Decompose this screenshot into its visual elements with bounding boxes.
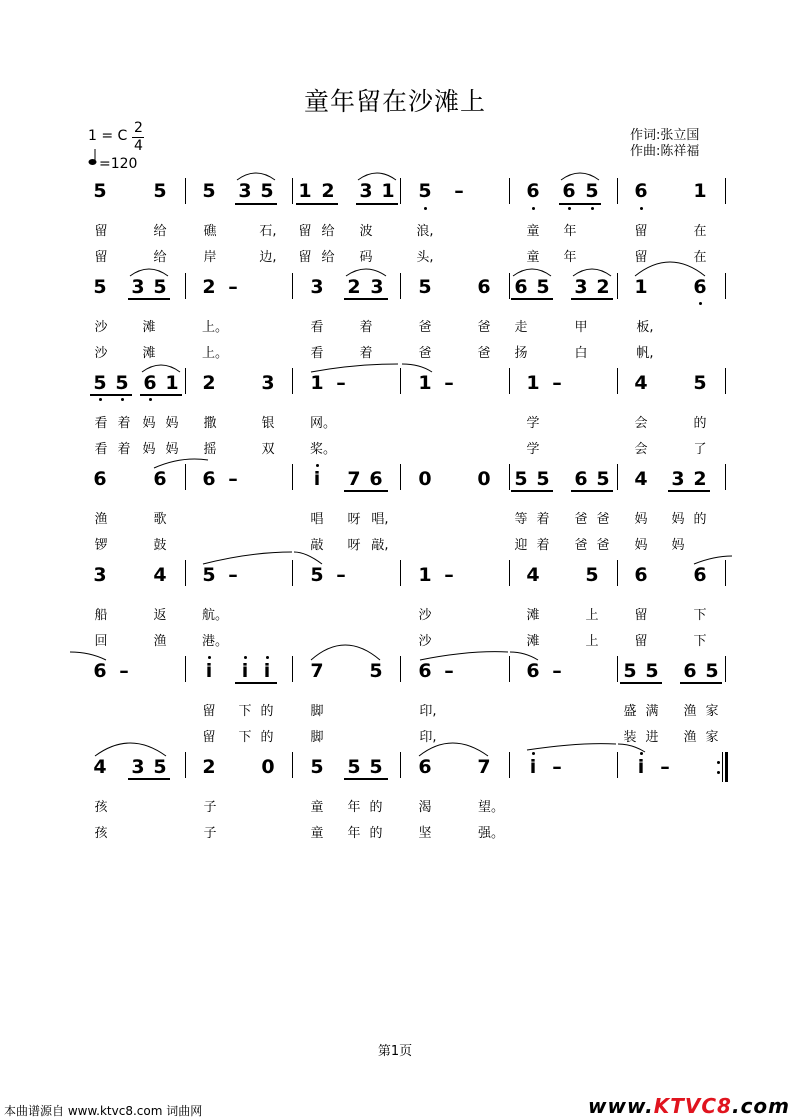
lyric: 孩 <box>94 800 108 815</box>
lyric: 着 <box>359 346 373 361</box>
lyric: 留 <box>94 224 108 239</box>
lyric: 礁 <box>203 224 217 239</box>
note: 1 <box>526 372 540 394</box>
lyric: 进 <box>645 730 659 745</box>
tempo-marking: =120 <box>99 156 138 172</box>
note: 3 <box>131 756 145 778</box>
lyric: 给 <box>321 224 335 239</box>
note: 0 <box>418 468 432 490</box>
note: 6 <box>418 660 432 682</box>
note: 6 <box>634 180 648 202</box>
note: 6 <box>93 660 107 682</box>
lyric: 的 <box>260 704 274 719</box>
lyric: 渔 <box>94 512 108 527</box>
lyric: 装 <box>623 730 637 745</box>
lyric: 撒 <box>203 416 217 431</box>
lyric: 童 <box>526 250 540 265</box>
note: 1 <box>693 180 707 202</box>
lyric: 渔 <box>683 730 697 745</box>
lyric: 看 <box>310 320 324 335</box>
lyric: 盛 <box>623 704 637 719</box>
lyric: 上。 <box>202 320 229 335</box>
lyric: 滩 <box>142 346 156 361</box>
dash: – <box>228 468 238 490</box>
slur <box>561 173 599 180</box>
note: 0 <box>261 756 275 778</box>
lyric: 沙 <box>418 634 432 649</box>
note: 1 <box>310 372 324 394</box>
lyric: 着 <box>117 416 131 431</box>
key-signature: 1 = C <box>88 128 128 144</box>
lyric: 家 <box>705 704 719 719</box>
note: 4 <box>93 756 107 778</box>
lyric: 孩 <box>94 826 108 841</box>
slur <box>635 262 705 276</box>
note: 3 <box>359 180 373 202</box>
note: 3 <box>238 180 252 202</box>
lyric: 学 <box>526 442 540 457</box>
note: 5 <box>514 468 528 490</box>
note: 7 <box>477 756 491 778</box>
lyric: 妈 <box>142 442 156 457</box>
note: 6 <box>693 276 707 298</box>
note: 2 <box>202 372 216 394</box>
dash: – <box>228 564 238 586</box>
lyric: 看 <box>94 416 108 431</box>
lyric: 年 <box>563 224 577 239</box>
lyric: 在 <box>693 224 707 239</box>
note: 5 <box>585 180 599 202</box>
slur <box>95 743 166 756</box>
lyric: 妈 <box>165 442 179 457</box>
note: 5 <box>202 564 216 586</box>
slur <box>130 269 168 276</box>
note: 7 <box>347 468 361 490</box>
lyric: 渴 <box>418 800 432 815</box>
note: 6 <box>93 468 107 490</box>
lyric: 妈 <box>634 512 648 527</box>
lyric: 网。 <box>310 416 337 431</box>
lyric: 鼓 <box>153 538 167 553</box>
slur <box>573 269 611 276</box>
note: 5 <box>202 180 216 202</box>
lyric: 学 <box>526 416 540 431</box>
lyric: 年 <box>347 826 361 841</box>
lyric: 爸 <box>574 512 588 527</box>
lyric: 妈 <box>142 416 156 431</box>
note: 4 <box>634 372 648 394</box>
note: 2 <box>693 468 707 490</box>
note: 5 <box>418 180 432 202</box>
lyric: 返 <box>153 608 167 623</box>
tie <box>311 364 398 372</box>
tie <box>527 744 616 750</box>
lyric: 着 <box>359 320 373 335</box>
lyric: 印, <box>419 704 437 719</box>
note: 1 <box>634 276 648 298</box>
lyric: 沙 <box>94 346 108 361</box>
lyric: 扬 <box>514 346 528 361</box>
note: 3 <box>671 468 685 490</box>
lyric: 留 <box>634 608 648 623</box>
lyric: 上 <box>585 634 599 649</box>
note: 5 <box>93 372 107 394</box>
lyric: 年 <box>563 250 577 265</box>
note: 6 <box>202 468 216 490</box>
note: 5 <box>693 372 707 394</box>
time-signature-bottom: 4 <box>134 138 143 154</box>
lyric: 留 <box>94 250 108 265</box>
note: 6 <box>526 180 540 202</box>
note: 6 <box>526 660 540 682</box>
lyric: 迎 <box>514 538 528 553</box>
note: 5 <box>93 276 107 298</box>
lyric: 留 <box>634 634 648 649</box>
note: 5 <box>153 276 167 298</box>
lyric: 滩 <box>526 608 540 623</box>
slur <box>237 173 275 180</box>
dash: – <box>444 564 454 586</box>
slur <box>419 743 488 756</box>
lyric: 走 <box>514 320 528 335</box>
note: 6 <box>143 372 157 394</box>
lyric: 航。 <box>202 608 229 623</box>
tie <box>294 552 322 564</box>
lyric: 望。 <box>478 800 505 815</box>
note: i <box>529 756 537 778</box>
lyric: 呀 <box>347 538 361 553</box>
lyric: 白 <box>574 346 588 361</box>
dash: – <box>552 756 562 778</box>
lyric: 下 <box>693 634 707 649</box>
slur <box>311 645 380 660</box>
lyric: 锣 <box>94 538 108 553</box>
lyric: 印, <box>419 730 437 745</box>
note: 6 <box>418 756 432 778</box>
note: 3 <box>93 564 107 586</box>
lyric: 唱 <box>310 512 324 527</box>
lyric: 童 <box>310 826 324 841</box>
lyric: 留 <box>202 730 216 745</box>
note: 3 <box>574 276 588 298</box>
lyric: 爸 <box>477 346 491 361</box>
dash: – <box>552 660 562 682</box>
lyric: 唱, <box>371 512 389 527</box>
lyric: 爸 <box>596 512 610 527</box>
dash: – <box>444 372 454 394</box>
lyric: 爸 <box>418 346 432 361</box>
lyric: 呀 <box>347 512 361 527</box>
lyric: 年 <box>347 800 361 815</box>
lyric: 了 <box>693 442 707 457</box>
composer: 作曲:陈祥福 <box>630 144 700 159</box>
slur <box>513 269 551 276</box>
note: 2 <box>202 276 216 298</box>
note: 3 <box>310 276 324 298</box>
lyric: 石, <box>259 224 277 239</box>
lyric: 留 <box>202 704 216 719</box>
lyric: 沙 <box>94 320 108 335</box>
lyric: 的 <box>369 826 383 841</box>
lyric: 留 <box>634 250 648 265</box>
footer-brand-prefix: www. <box>588 1094 654 1118</box>
tie <box>70 652 106 660</box>
note: i <box>241 660 249 682</box>
slur <box>142 365 180 372</box>
dash: – <box>444 660 454 682</box>
lyric: 看 <box>94 442 108 457</box>
lyric: 的 <box>693 512 707 527</box>
note: 6 <box>634 564 648 586</box>
note: i <box>205 660 213 682</box>
lyric: 银 <box>261 416 275 431</box>
lyric: 着 <box>536 538 550 553</box>
lyric: 坚 <box>418 826 432 841</box>
note: 1 <box>418 564 432 586</box>
note: 3 <box>131 276 145 298</box>
note: i <box>313 468 321 490</box>
note: 5 <box>585 564 599 586</box>
note: 3 <box>261 372 275 394</box>
note: 5 <box>93 180 107 202</box>
note: 2 <box>596 276 610 298</box>
lyric: 爸 <box>574 538 588 553</box>
lyric: 渔 <box>153 634 167 649</box>
lyric: 的 <box>369 800 383 815</box>
note: 6 <box>562 180 576 202</box>
note: 5 <box>153 756 167 778</box>
lyric: 双 <box>261 442 275 457</box>
note: 1 <box>418 372 432 394</box>
lyric: 妈 <box>671 538 685 553</box>
lyric: 给 <box>153 224 167 239</box>
dash: – <box>336 564 346 586</box>
note: 5 <box>369 660 383 682</box>
dash: – <box>660 756 670 778</box>
lyric: 头, <box>416 250 434 265</box>
note: 4 <box>153 564 167 586</box>
note: 2 <box>347 276 361 298</box>
lyric: 帆, <box>636 346 654 361</box>
lyric: 会 <box>634 416 648 431</box>
footer-brand-name: KTVC8 <box>653 1094 732 1118</box>
lyric: 爸 <box>477 320 491 335</box>
slur <box>346 269 386 276</box>
note: 4 <box>526 564 540 586</box>
note: 1 <box>298 180 312 202</box>
footer-brand <box>588 1094 790 1118</box>
dash: – <box>454 180 464 202</box>
lyric: 甲 <box>574 320 588 335</box>
lyric: 给 <box>153 250 167 265</box>
note: 5 <box>418 276 432 298</box>
note: 7 <box>310 660 324 682</box>
lyric: 码 <box>359 250 373 265</box>
note: 1 <box>381 180 395 202</box>
lyric: 波 <box>359 224 373 239</box>
lyric: 下 <box>238 730 252 745</box>
lyric: 摇 <box>203 442 217 457</box>
lyric: 会 <box>634 442 648 457</box>
lyric: 家 <box>705 730 719 745</box>
note: 2 <box>321 180 335 202</box>
lyric: 爸 <box>418 320 432 335</box>
lyric: 港。 <box>202 634 229 649</box>
lyric: 看 <box>310 346 324 361</box>
note: 5 <box>369 756 383 778</box>
lyric: 妈 <box>634 538 648 553</box>
lyric: 留 <box>634 224 648 239</box>
lyric: 的 <box>260 730 274 745</box>
note: 5 <box>310 756 324 778</box>
note: 6 <box>574 468 588 490</box>
lyric: 着 <box>536 512 550 527</box>
lyric: 上。 <box>202 346 229 361</box>
tie <box>203 552 292 564</box>
lyric: 着 <box>117 442 131 457</box>
lyric: 在 <box>693 250 707 265</box>
lyric: 妈 <box>165 416 179 431</box>
note: 5 <box>623 660 637 682</box>
lyric: 留 <box>298 224 312 239</box>
lyric: 满 <box>645 704 659 719</box>
lyric: 歌 <box>153 512 167 527</box>
lyric: 敲 <box>310 538 324 553</box>
tie <box>618 744 645 752</box>
dash: – <box>552 372 562 394</box>
note: 6 <box>683 660 697 682</box>
lyric: 妈 <box>671 512 685 527</box>
note: 5 <box>596 468 610 490</box>
note: 1 <box>165 372 179 394</box>
lyric: 边, <box>259 250 277 265</box>
page-number: 第1页 <box>377 1044 413 1059</box>
lyric: 岸 <box>203 250 217 265</box>
note: 6 <box>477 276 491 298</box>
note: 6 <box>369 468 383 490</box>
lyric: 下 <box>693 608 707 623</box>
lyric: 渔 <box>683 704 697 719</box>
dash: – <box>119 660 129 682</box>
lyric: 子 <box>203 826 217 841</box>
lyric: 的 <box>693 416 707 431</box>
note: 5 <box>645 660 659 682</box>
lyric: 上 <box>585 608 599 623</box>
lyric: 敲, <box>371 538 389 553</box>
note: 5 <box>153 180 167 202</box>
note: 6 <box>514 276 528 298</box>
lyric: 等 <box>514 512 528 527</box>
lyric: 浪, <box>416 224 434 239</box>
tie <box>402 364 432 372</box>
lyric: 回 <box>94 634 108 649</box>
tie <box>510 652 538 660</box>
lyric: 给 <box>321 250 335 265</box>
note: i <box>263 660 271 682</box>
note: i <box>637 756 645 778</box>
lyric: 滩 <box>526 634 540 649</box>
time-signature-top: 2 <box>134 120 143 136</box>
note: 5 <box>115 372 129 394</box>
note: 4 <box>634 468 648 490</box>
note: 5 <box>310 564 324 586</box>
note: 5 <box>536 276 550 298</box>
note: 6 <box>153 468 167 490</box>
song-title: 童年留在沙滩上 <box>303 87 486 116</box>
lyricist: 作词:张立国 <box>630 128 700 143</box>
tie <box>694 556 732 564</box>
note: 5 <box>260 180 274 202</box>
lyric: 下 <box>238 704 252 719</box>
lyric: 童 <box>310 800 324 815</box>
note: 5 <box>705 660 719 682</box>
lyric: 板, <box>636 320 654 335</box>
dash: – <box>336 372 346 394</box>
note: 6 <box>693 564 707 586</box>
lyric: 爸 <box>596 538 610 553</box>
lyric: 子 <box>203 800 217 815</box>
lyric: 强。 <box>478 826 505 841</box>
tie <box>420 652 508 660</box>
lyric: 留 <box>298 250 312 265</box>
note: 3 <box>370 276 384 298</box>
lyric: 童 <box>526 224 540 239</box>
lyric: 脚 <box>310 704 324 719</box>
note: 5 <box>536 468 550 490</box>
tie <box>154 459 208 468</box>
note: 2 <box>202 756 216 778</box>
slur <box>358 173 396 180</box>
footer-source: 本曲谱源自 www.ktvc8.com 词曲网 <box>4 1104 203 1118</box>
lyric: 沙 <box>418 608 432 623</box>
lyric: 船 <box>94 608 108 623</box>
dash: – <box>228 276 238 298</box>
note: 0 <box>477 468 491 490</box>
lyric: 桨。 <box>310 442 337 457</box>
lyric: 滩 <box>142 320 156 335</box>
lyric: 脚 <box>310 730 324 745</box>
footer-brand-suffix: .com <box>731 1094 790 1118</box>
note: 5 <box>347 756 361 778</box>
